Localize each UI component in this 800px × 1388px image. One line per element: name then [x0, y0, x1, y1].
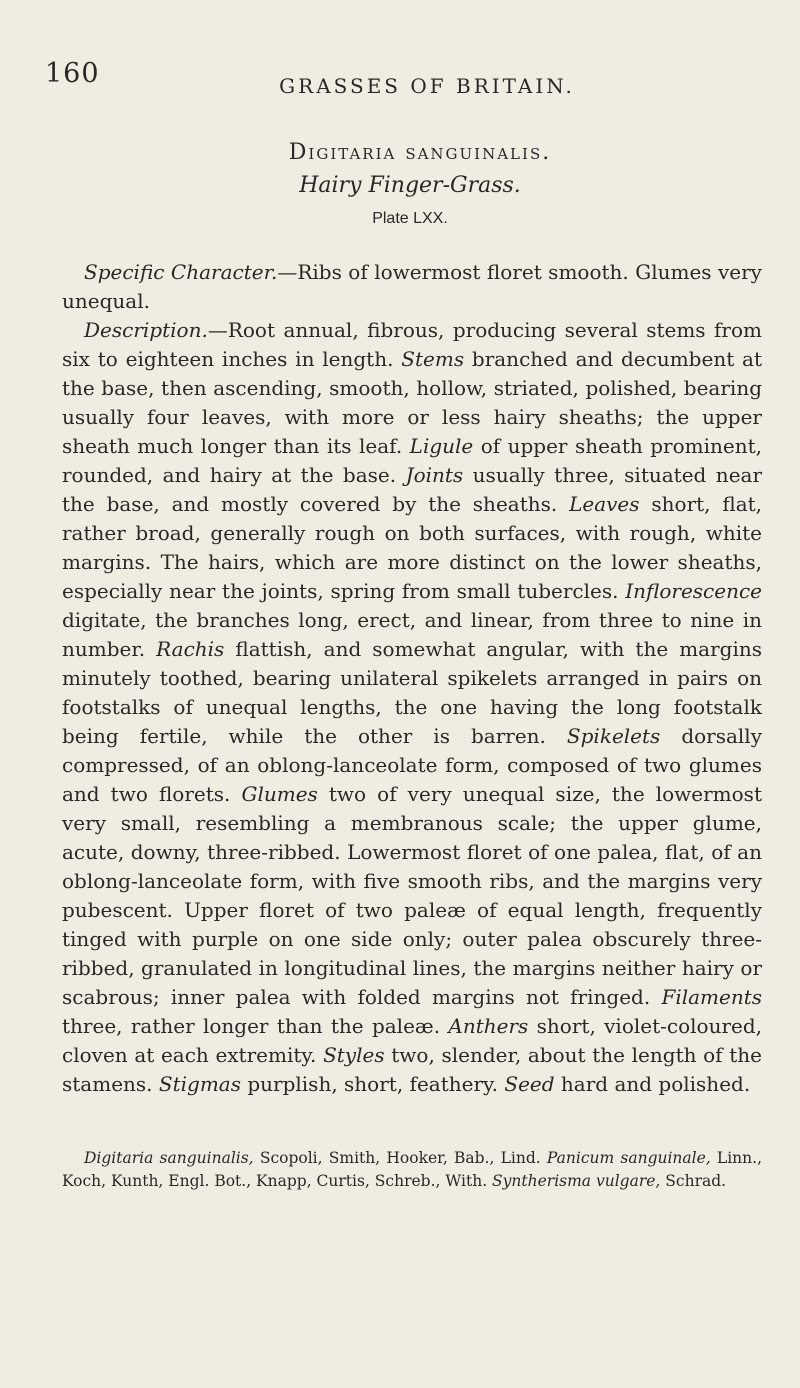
leaves-label: Leaves: [569, 492, 640, 516]
joints-label: Joints: [405, 463, 464, 487]
seed-label: Seed: [504, 1072, 555, 1096]
synonym-authors: Scopoli, Smith, Hooker, Bab., Lind.: [253, 1149, 547, 1167]
running-head: GRASSES OF BRITAIN.: [279, 74, 575, 98]
ligule-label: Ligule: [409, 434, 474, 458]
synonym-authors: Linn., Koch, Kunth, Engl. Bot., Knapp, Curtis, Schreb., With.: [62, 1149, 763, 1190]
stems-label: Stems: [401, 347, 465, 371]
rachis-text: flattish, and somewhat angular, with the margins minutely toothed, bearing unilateral spikelets arranged in pairs on footstalks of unequal lengths, the one having the long footstalk being fertile, while the other is barren.: [62, 637, 763, 748]
anthers-text: short, violet-coloured, cloven at each extremity.: [62, 1014, 763, 1067]
styles-label: Styles: [323, 1043, 385, 1067]
stigmas-text: purplish, short, feathery.: [240, 1072, 499, 1096]
spikelets-label: Spikelets: [566, 724, 661, 748]
synonym-name: Syntherisma vulgare,: [492, 1172, 661, 1190]
plate-reference: Plate LXX.: [372, 210, 448, 227]
specific-character-paragraph: [62, 258, 762, 316]
filaments-label: Filaments: [661, 985, 763, 1009]
description-paragraph: [62, 316, 762, 1099]
joints-text: usually three, situated near the base, and mostly covered by the sheaths.: [62, 463, 763, 516]
common-name: Hairy Finger-Grass.: [299, 173, 521, 198]
spikelets-text: dorsally compressed, of an oblong-lanceolate form, composed of two glumes and two florets.: [62, 724, 763, 806]
specific-character-text: —Ribs of lowermost floret smooth. Glumes very unequal.: [62, 260, 762, 313]
title-block: [0, 140, 800, 228]
inflorescence-label: Inflorescence: [625, 579, 763, 603]
main-text: [62, 258, 762, 1099]
leaves-text: short, flat, rather broad, generally rough on both surfaces, with rough, white margins. The hairs, which are more distinct on the lower sheaths, especially near the joints, spring from small tubercles.: [62, 492, 763, 603]
filaments-text: three, rather longer than the paleæ.: [62, 1014, 441, 1038]
styles-text: two, slender, about the length of the stamens.: [62, 1043, 763, 1096]
glumes-text: two of very unequal size, the lowermost very small, resembling a membranous scale; the upper glume, acute, downy, three-ribbed. Lowermost floret of one palea, flat, of an oblong-lanceolate form, with five smooth ribs, and the margins very pubescent. Upper floret of two paleæ of equal length, frequently tinged with purple on one side only; outer palea obscurely three-ribbed, granulated in longitudinal lines, the margins neither hairy or scabrous; inner palea with folded margins not fringed.: [62, 782, 762, 1009]
ligule-text: of upper sheath prominent, rounded, and hairy at the base.: [62, 434, 762, 487]
rachis-label: Rachis: [156, 637, 225, 661]
synonym-authors: Schrad.: [660, 1172, 727, 1190]
page-number: 160: [45, 58, 100, 89]
synonym-name: Panicum sanguinale,: [546, 1149, 711, 1167]
anthers-label: Anthers: [448, 1014, 529, 1038]
scientific-name: Digitaria sanguinalis.: [288, 140, 552, 165]
stigmas-label: Stigmas: [158, 1072, 241, 1096]
glumes-label: Glumes: [241, 782, 318, 806]
seed-text: hard and polished.: [554, 1072, 751, 1096]
description-intro: —Root annual, fibrous, producing several stems from six to eighteen inches in length.: [62, 318, 762, 371]
stems-text: branched and decumbent at the base, then ascending, smooth, hollow, striated, polished, bearing usually four leaves, with more or less hairy sheaths; the upper sheath much longer than its leaf.: [62, 347, 762, 458]
description-label: Description.: [84, 318, 208, 342]
synonym-name: Digitaria sanguinalis,: [84, 1149, 254, 1167]
inflorescence-text: digitate, the branches long, erect, and linear, from three to nine in number.: [62, 608, 762, 661]
specific-character-label: Specific Character.: [84, 260, 278, 284]
synonymy: [62, 1147, 762, 1193]
